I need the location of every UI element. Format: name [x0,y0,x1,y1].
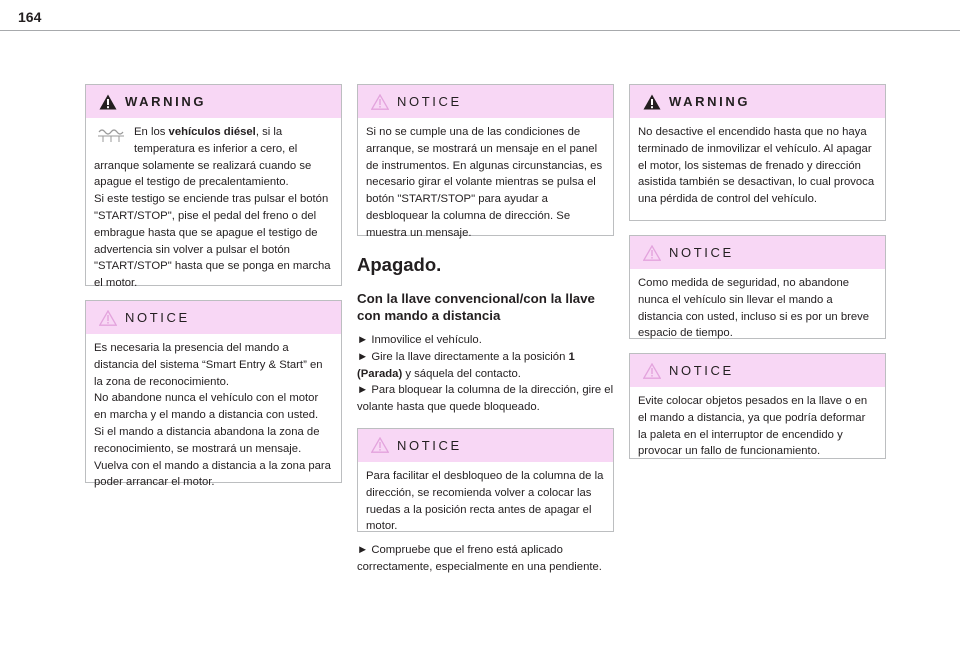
section-title: Apagado. [357,254,442,275]
notice-header [358,429,613,462]
warning-text: No desactive el encendido hasta que no haya terminado de inmovilizar el vehículo. Al apagar el motor, los sistemas de frenado y dirección asistida también se desactivan, lo cual provoca una pérdida de control del vehículo. [638,126,875,206]
bullet-icon: ► [357,334,369,346]
bullet-icon: ► [357,384,369,397]
notice-title: NOTICE [397,94,462,109]
notice-triangle-icon [371,94,389,110]
notice-box-steering [357,428,614,532]
notice-text: Para facilitar el desbloqueo de la columna de la dirección, se recomienda volver a colocar las ruedas a la posición recta antes de apagar el motor. [366,469,604,533]
top-divider [0,30,960,31]
notice-triangle-icon [371,437,389,453]
column-right [629,84,886,473]
warning-triangle-icon [643,94,661,110]
notice-paragraph-2: No abandone nunca el vehículo con el motor en marcha y el mando a distancia con usted. [94,392,319,422]
notice-header [358,85,613,118]
warning-title: WARNING [669,94,751,109]
steps-list [357,332,614,416]
warning-body [630,118,885,216]
notice-paragraph-1: Es necesaria la presencia del mando a distancia del sistema “Smart Entry & Start” en la zona de reconocimiento. [94,342,323,388]
warning-header [86,85,341,118]
final-step: ► Compruebe que el freno está aplicado correctamente, especialmente en una pendiente. [357,543,602,573]
notice-title: NOTICE [669,363,734,378]
notice-paragraph-4: Vuelva con el mando a distancia a la zona para poder arrancar el motor. [94,459,331,489]
notice-triangle-icon [643,245,661,261]
column-left [85,84,342,497]
step-2: ► Gire la llave directamente a la posición 1 (Parada) y sáquela del contacto. [357,350,575,380]
notice-triangle-icon [643,363,661,379]
notice-box-start-conditions [357,84,614,239]
notice-header [630,236,885,269]
warning-body [86,118,341,300]
notice-box-remote [629,235,886,339]
subsection-title: Con la llave convencional/con la llave con mando a distancia [357,291,595,323]
step-3: ► Para bloquear la columna de la dirección, gire el volante hasta que quede bloqueado. [357,384,614,414]
page-number: 164 [18,9,42,25]
notice-body [358,118,613,250]
notice-text: Evite colocar objetos pesados en la llave o en el mando a distancia, ya que podría deformar la paleta en el interruptor de encendido y provocar un fallo de funcionamiento. [638,395,868,458]
notice-title: NOTICE [125,310,190,325]
warning-box-diesel [85,84,342,290]
warning-title: WARNING [125,94,207,109]
notice-text: Como medida de seguridad, no abandone nunca el vehículo sin llevar el mando a distancia con usted, incluso si es por un breve espacio de tiempo. [638,277,870,340]
bullet-icon: ► [357,543,369,556]
notice-text: Si no se cumple una de las condiciones de arranque, se mostrará un mensaje en el panel de instrumentos. En algunas circunstancias, es necesario girar el volante mientras se pulsa el botón "START/STOP" para ayudar a desbloquear la columna de dirección. Se muestra un mensaje. [366,126,603,239]
warning-paragraph-1: En los vehículos diésel, si la temperatura es inferior a cero, el arranque solamente se realizará cuando se apague el testigo de precalentamiento. [94,126,312,189]
notice-body [630,269,885,350]
warning-header [630,85,885,118]
notice-paragraph-3: Si el mando a distancia abandona la zona de reconocimiento, se mostrará un mensaje. [94,425,320,455]
notice-body [86,334,341,499]
notice-triangle-icon [99,310,117,326]
notice-header [86,301,341,334]
step-1: ► Inmovilice el vehículo. [357,334,482,346]
column-middle [357,84,614,576]
diesel-emphasis: vehículos diésel [168,126,256,138]
notice-box-smart-entry [85,300,342,489]
notice-title: NOTICE [397,437,462,453]
warning-triangle-icon [99,94,117,110]
notice-body [630,387,885,468]
bullet-icon: ► [357,350,369,363]
notice-title: NOTICE [669,245,734,260]
warning-paragraph-2: Si este testigo se enciende tras pulsar el botón "START/STOP", pise el pedal del freno o del embrague hasta que se apague el testigo de advertencia sin volver a pulsar el botón "START/STOP" hasta que se ponga en marcha el motor. [94,193,331,290]
warning-box-ignition [629,84,886,221]
notice-box-heavy-objects [629,353,886,459]
notice-body [358,462,613,543]
glow-plug-icon [96,126,126,144]
notice-header [630,354,885,387]
